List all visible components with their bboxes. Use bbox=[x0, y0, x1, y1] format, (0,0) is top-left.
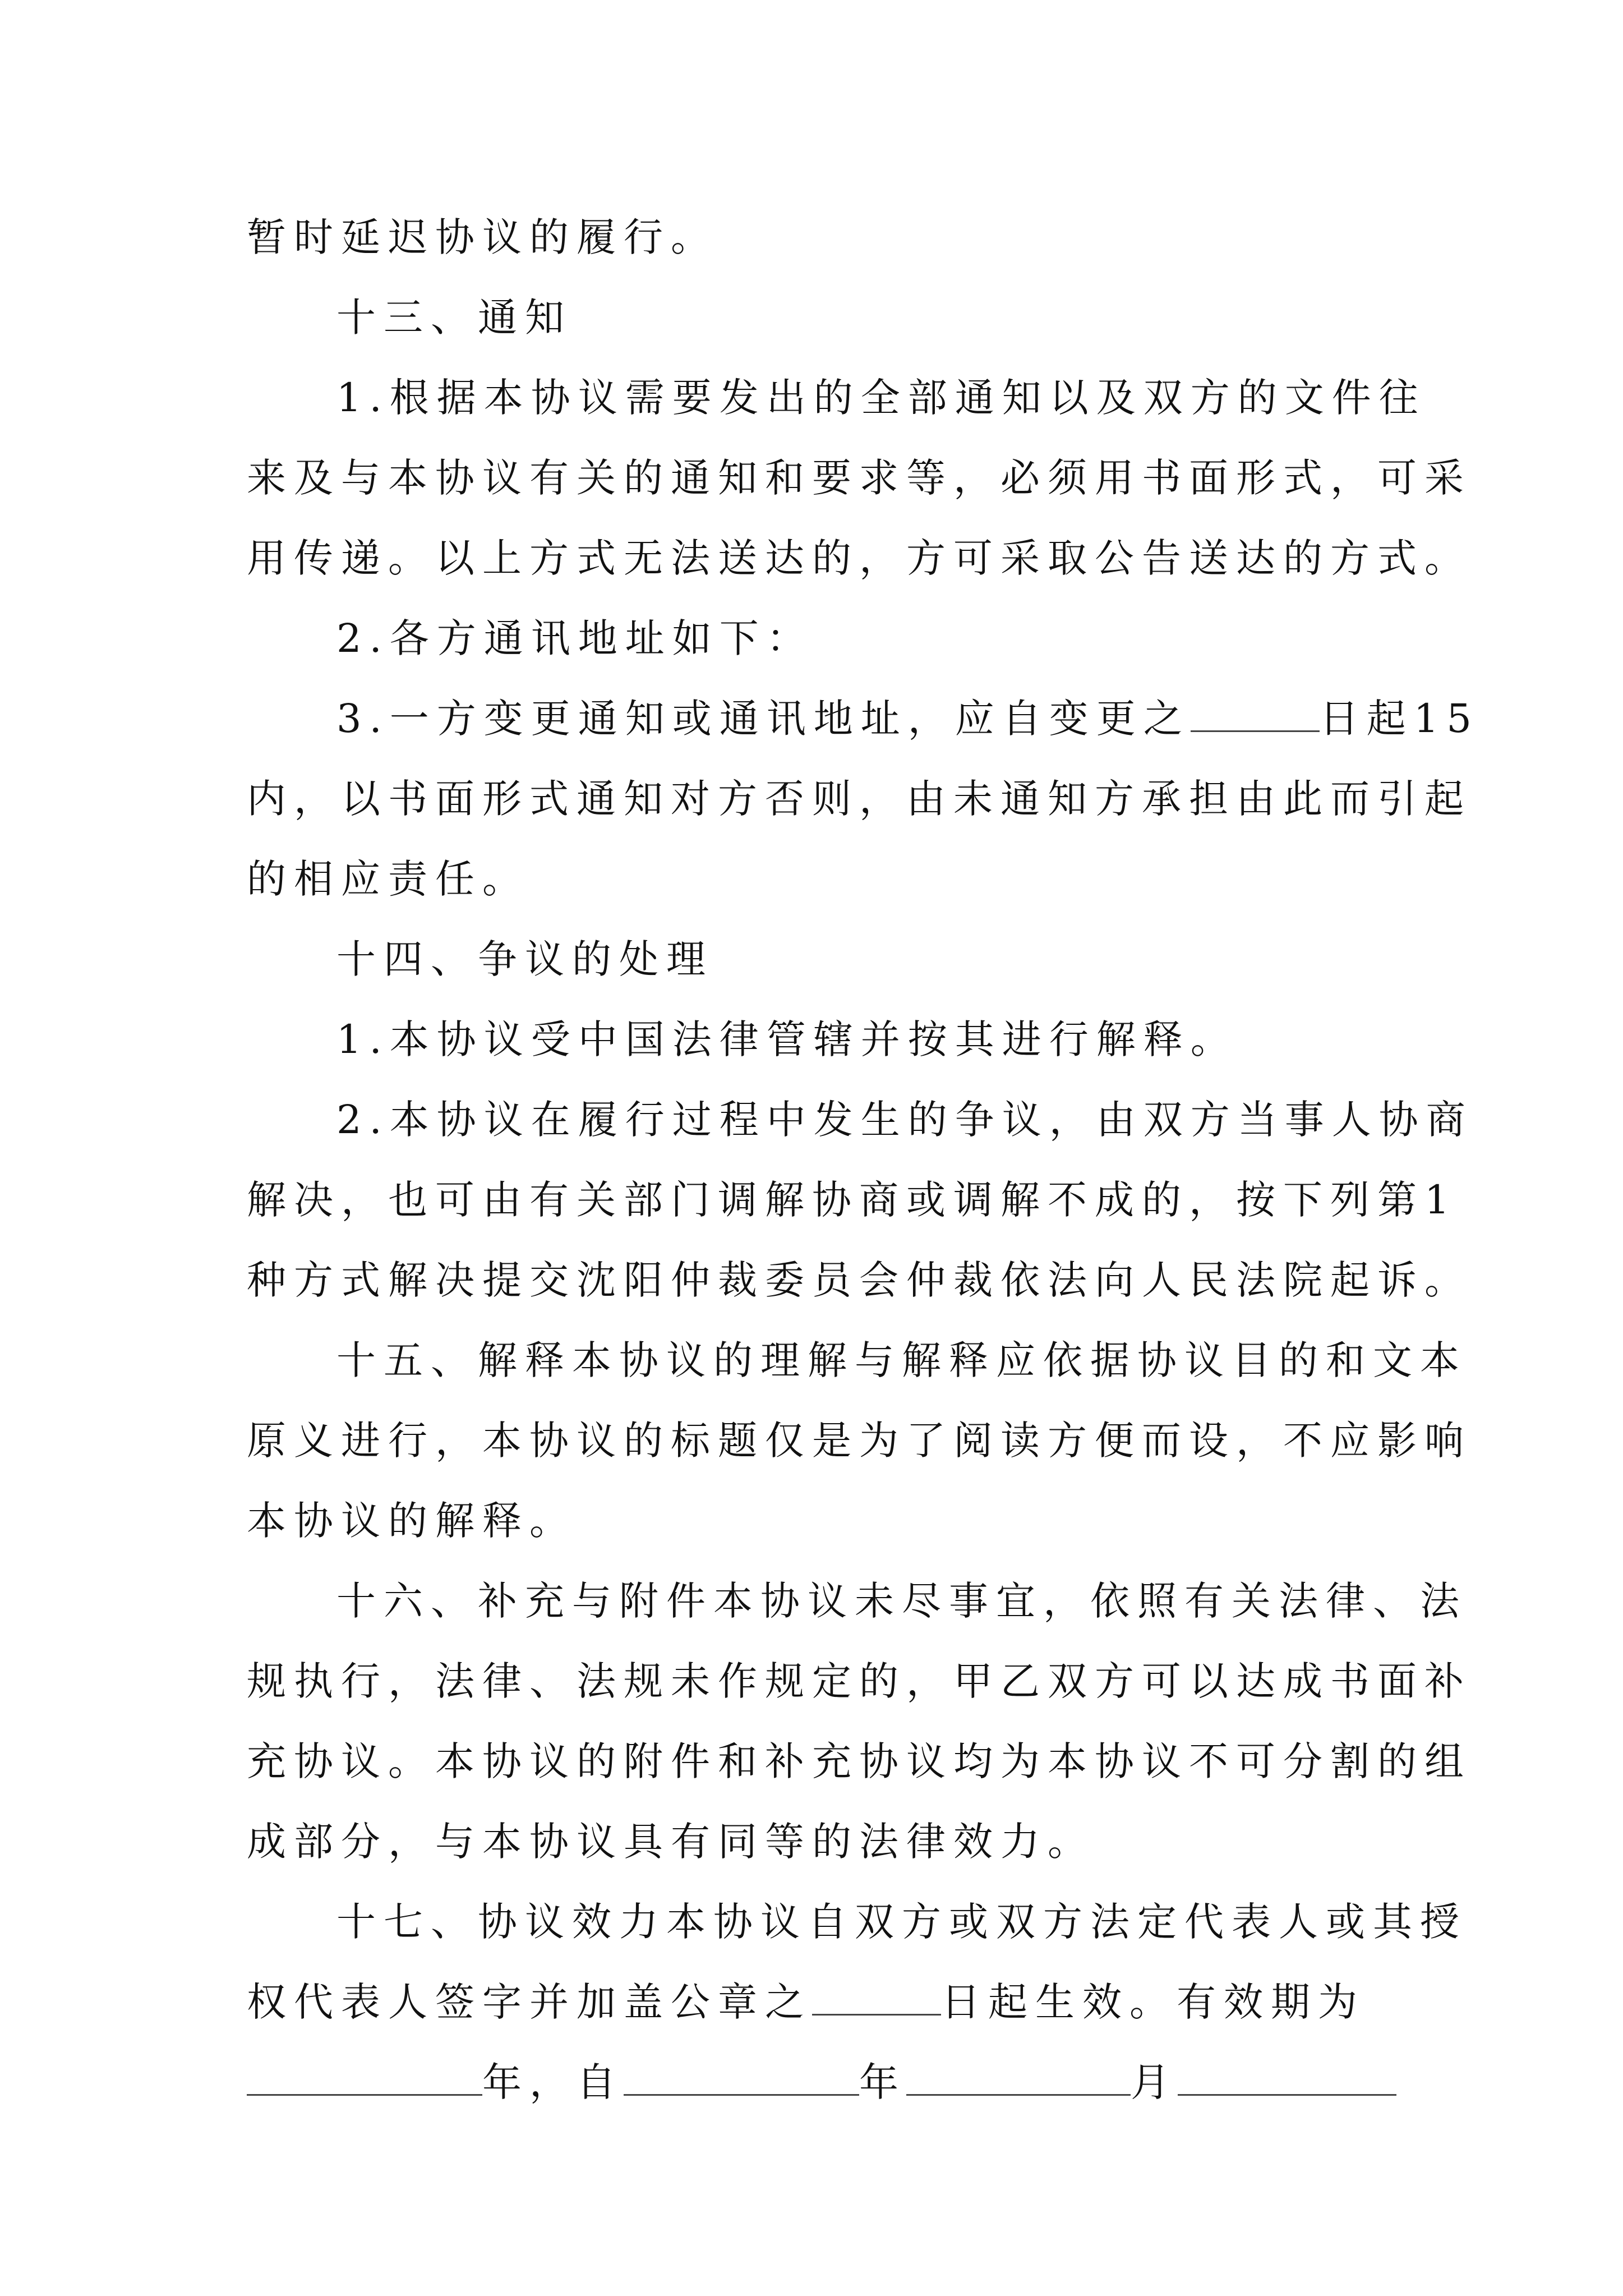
line-text: 年，自 bbox=[482, 2059, 624, 2105]
paragraph-line: 暂时延迟协议的履行。 bbox=[247, 214, 718, 260]
paragraph-line: 十六、补充与附件本协议未尽事宜，依照有关法律、法 bbox=[336, 1578, 1467, 1624]
paragraph-line: 2.本协议在履行过程中发生的争议，由双方当事人协商 bbox=[336, 1097, 1473, 1143]
paragraph-line: 解决，也可由有关部门调解协商或调解不成的，按下列第1 bbox=[247, 1177, 1458, 1223]
fill-in-blank bbox=[624, 2060, 859, 2096]
paragraph-line: 十七、协议效力本协议自双方或双方法定代表人或其授 bbox=[336, 1899, 1467, 1945]
paragraph-line: 1.根据本协议需要发出的全部通知以及双方的文件往 bbox=[336, 375, 1426, 421]
paragraph-line: 2.各方通讯地址如下： bbox=[336, 615, 814, 661]
paragraph-line: 十五、解释本协议的理解与解释应依据协议目的和文本 bbox=[336, 1337, 1467, 1383]
paragraph-line: 内，以书面形式通知对方否则，由未通知方承担由此而引起 bbox=[247, 776, 1472, 822]
paragraph-line: 的相应责任。 bbox=[247, 856, 529, 902]
paragraph-line bbox=[247, 1962, 1380, 2042]
section-heading-notice: 十三、通知 bbox=[336, 295, 572, 341]
paragraph-line: 种方式解决提交沈阳仲裁委员会仲裁依法向人民法院起诉。 bbox=[247, 1257, 1472, 1303]
paragraph-line bbox=[247, 679, 1479, 759]
paragraph-line: 来及与本协议有关的通知和要求等，必须用书面形式，可采 bbox=[247, 455, 1472, 501]
paragraph-line bbox=[247, 2042, 1380, 2123]
line-text: 年 bbox=[859, 2059, 906, 2105]
line-text: 3.一方变更通知或通讯地址，应自变更之 bbox=[336, 696, 1191, 742]
line-text: 月 bbox=[1131, 2059, 1178, 2105]
document-body bbox=[247, 197, 1479, 2123]
line-text: 日起15 bbox=[1319, 696, 1479, 742]
paragraph-line: 原义进行，本协议的标题仅是为了阅读方便而设，不应影响 bbox=[247, 1418, 1472, 1464]
fill-in-blank bbox=[812, 1980, 941, 2016]
section-heading-dispute: 十四、争议的处理 bbox=[336, 936, 713, 982]
fill-in-blank bbox=[906, 2060, 1131, 2096]
paragraph-line: 成部分，与本协议具有同等的法律效力。 bbox=[247, 1819, 1095, 1865]
fill-in-blank bbox=[1178, 2060, 1396, 2096]
paragraph-line: 本协议的解释。 bbox=[247, 1498, 577, 1544]
paragraph-line: 1.本协议受中国法律管辖并按其进行解释。 bbox=[336, 1016, 1238, 1062]
paragraph-line: 用传递。以上方式无法送达的，方可采取公告送达的方式。 bbox=[247, 535, 1472, 581]
fill-in-blank bbox=[247, 2060, 482, 2096]
line-text: 权代表人签字并加盖公章之 bbox=[247, 1979, 812, 2025]
fill-in-blank bbox=[1191, 697, 1320, 732]
paragraph-line: 充协议。本协议的附件和补充协议均为本协议不可分割的组 bbox=[247, 1738, 1472, 1784]
paragraph-line: 规执行，法律、法规未作规定的，甲乙双方可以达成书面补 bbox=[247, 1658, 1472, 1704]
line-text: 日起生效。有效期为 bbox=[941, 1979, 1365, 2025]
